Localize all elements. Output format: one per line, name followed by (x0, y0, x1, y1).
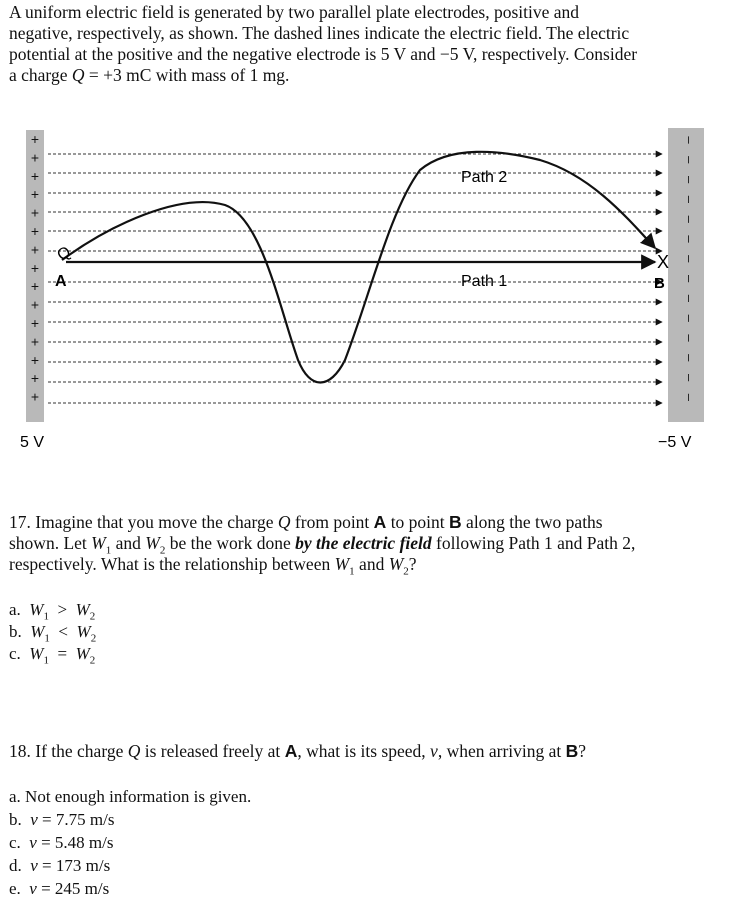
q18-text: ? (578, 741, 587, 761)
plus-sign: + (30, 315, 40, 331)
minus-sign: – (682, 215, 697, 223)
q17-text: shown. Let (9, 533, 92, 553)
intro-line: A uniform electric field is generated by two parallel plate electrodes, positive and (9, 2, 579, 22)
subscript: 1 (43, 654, 49, 667)
plus-sign: + (30, 149, 40, 166)
point-a-ref: A (373, 512, 387, 532)
plus-sign: + (30, 370, 40, 387)
operator: > (57, 600, 68, 619)
intro-text: a charge (9, 65, 72, 85)
field-lines (48, 154, 662, 403)
work-symbol: W (75, 600, 90, 619)
plus-signs (31, 131, 39, 405)
charge-symbol: Q (277, 512, 291, 532)
minus-sign: – (682, 235, 697, 243)
q18-option-c[interactable] (9, 832, 114, 854)
work-symbol: W (30, 622, 45, 641)
intro-text: = +3 mC with mass of 1 mg. (84, 65, 290, 85)
intro-line (9, 65, 289, 86)
point-b-label: B (654, 275, 665, 292)
plus-sign: + (30, 131, 40, 147)
q17-line (9, 512, 603, 533)
option-letter: c. (9, 644, 21, 663)
path-2-label: Path 2 (461, 169, 508, 186)
point-b-ref: B (449, 512, 462, 532)
point-b-ref: B (565, 741, 579, 761)
plus-sign: + (30, 333, 40, 350)
minus-sign: – (682, 195, 697, 204)
charge-label: Q (54, 243, 74, 265)
x-marker: X (657, 252, 670, 272)
path-2-curve (62, 152, 655, 383)
option-letter: e. (9, 879, 21, 898)
q17-text: along the two paths (461, 512, 603, 532)
q18-text: , when arriving at (437, 741, 566, 761)
option-letter: d. (9, 856, 22, 875)
intro-line: negative, respectively, as shown. The dashed lines indicate the electric field. The electric (9, 23, 630, 43)
plus-sign: + (30, 241, 40, 258)
work-symbol: W (29, 644, 44, 663)
q17-text: and (354, 554, 389, 574)
q18-option-e[interactable] (9, 878, 109, 900)
plus-sign: + (30, 388, 40, 405)
minus-sign: – (682, 393, 697, 402)
subscript: 1 (105, 544, 112, 557)
minus-sign: – (682, 294, 697, 303)
speed-symbol: v (29, 879, 37, 898)
option-value: = 5.48 m/s (36, 833, 114, 852)
subscript: 1 (349, 565, 355, 578)
plus-sign: + (30, 278, 40, 295)
work-symbol: W (388, 554, 404, 574)
plus-sign: + (30, 259, 40, 276)
q17-text: and (111, 533, 146, 553)
operator: = (57, 644, 68, 663)
plus-sign: + (30, 351, 40, 368)
minus-sign: – (682, 314, 697, 322)
speed-symbol: v (30, 810, 38, 829)
minus-sign: – (682, 274, 697, 283)
work-symbol: W (334, 554, 350, 574)
minus-sign: – (682, 373, 697, 382)
speed-symbol: v (30, 856, 38, 875)
charge-symbol: Q (127, 741, 141, 761)
minus-sign: – (682, 334, 697, 342)
q18-text: is released freely at (140, 741, 285, 761)
path-1-label: Path 1 (461, 273, 508, 290)
subscript: 2 (90, 632, 97, 645)
q18-line (9, 741, 586, 762)
speed-symbol: v (430, 741, 438, 761)
work-symbol: W (91, 533, 106, 553)
work-symbol: W (29, 600, 44, 619)
option-value: = 245 m/s (36, 879, 110, 898)
plus-sign: + (30, 296, 40, 313)
right-voltage: −5 V (658, 434, 692, 451)
option-value: = 7.75 m/s (37, 810, 115, 829)
work-symbol: W (145, 533, 160, 553)
q17-option-c[interactable] (9, 643, 95, 671)
q18-option-b[interactable] (9, 809, 114, 831)
q17-text: to point (386, 512, 450, 532)
q18-option-d[interactable] (9, 855, 110, 877)
subscript: 2 (159, 544, 166, 557)
q17-text: 17. Imagine that you move the charge (9, 512, 278, 532)
plus-sign: + (30, 223, 40, 239)
intro-line: potential at the positive and the negative electrode is 5 V and −5 V, respectively. Consider (9, 44, 638, 64)
q17-text: ? (408, 554, 417, 574)
option-value: = 173 m/s (37, 856, 111, 875)
subscript: 1 (43, 610, 49, 623)
electric-field-figure (0, 120, 739, 460)
plus-sign: + (30, 186, 40, 203)
minus-sign: – (682, 354, 697, 362)
work-symbol: W (76, 622, 91, 641)
q17-line (9, 554, 417, 583)
minus-sign: – (682, 136, 697, 144)
q17-text: respectively. What is the relationship between (9, 554, 335, 574)
q17-text: from point (290, 512, 374, 532)
q17-text: be the work done (165, 533, 296, 553)
plus-sign: + (30, 204, 40, 221)
work-symbol: W (75, 644, 90, 663)
q18-text: , what is its speed, (297, 741, 431, 761)
option-letter: b. (9, 622, 22, 641)
operator: < (58, 622, 69, 641)
option-letter: a. (9, 600, 21, 619)
point-a-label: A (55, 273, 67, 290)
subscript: 1 (44, 632, 50, 645)
subscript: 2 (89, 654, 96, 667)
q18-option-a[interactable]: a. Not enough information is given. (9, 787, 252, 806)
minus-sign: – (682, 175, 697, 184)
left-voltage: 5 V (20, 434, 45, 451)
subscript: 2 (89, 610, 96, 623)
q18-text: 18. If the charge (9, 741, 128, 761)
minus-sign: – (682, 156, 697, 164)
emphasis-text: by the electric field (295, 533, 432, 553)
minus-sign: – (682, 255, 697, 263)
speed-symbol: v (29, 833, 37, 852)
subscript: 2 (403, 565, 409, 578)
q17-text: following Path 1 and Path 2, (431, 533, 636, 553)
charge-symbol: Q (71, 65, 85, 85)
option-letter: b. (9, 810, 22, 829)
point-a-ref: A (284, 741, 298, 761)
plus-sign: + (30, 167, 40, 184)
option-letter: c. (9, 833, 21, 852)
